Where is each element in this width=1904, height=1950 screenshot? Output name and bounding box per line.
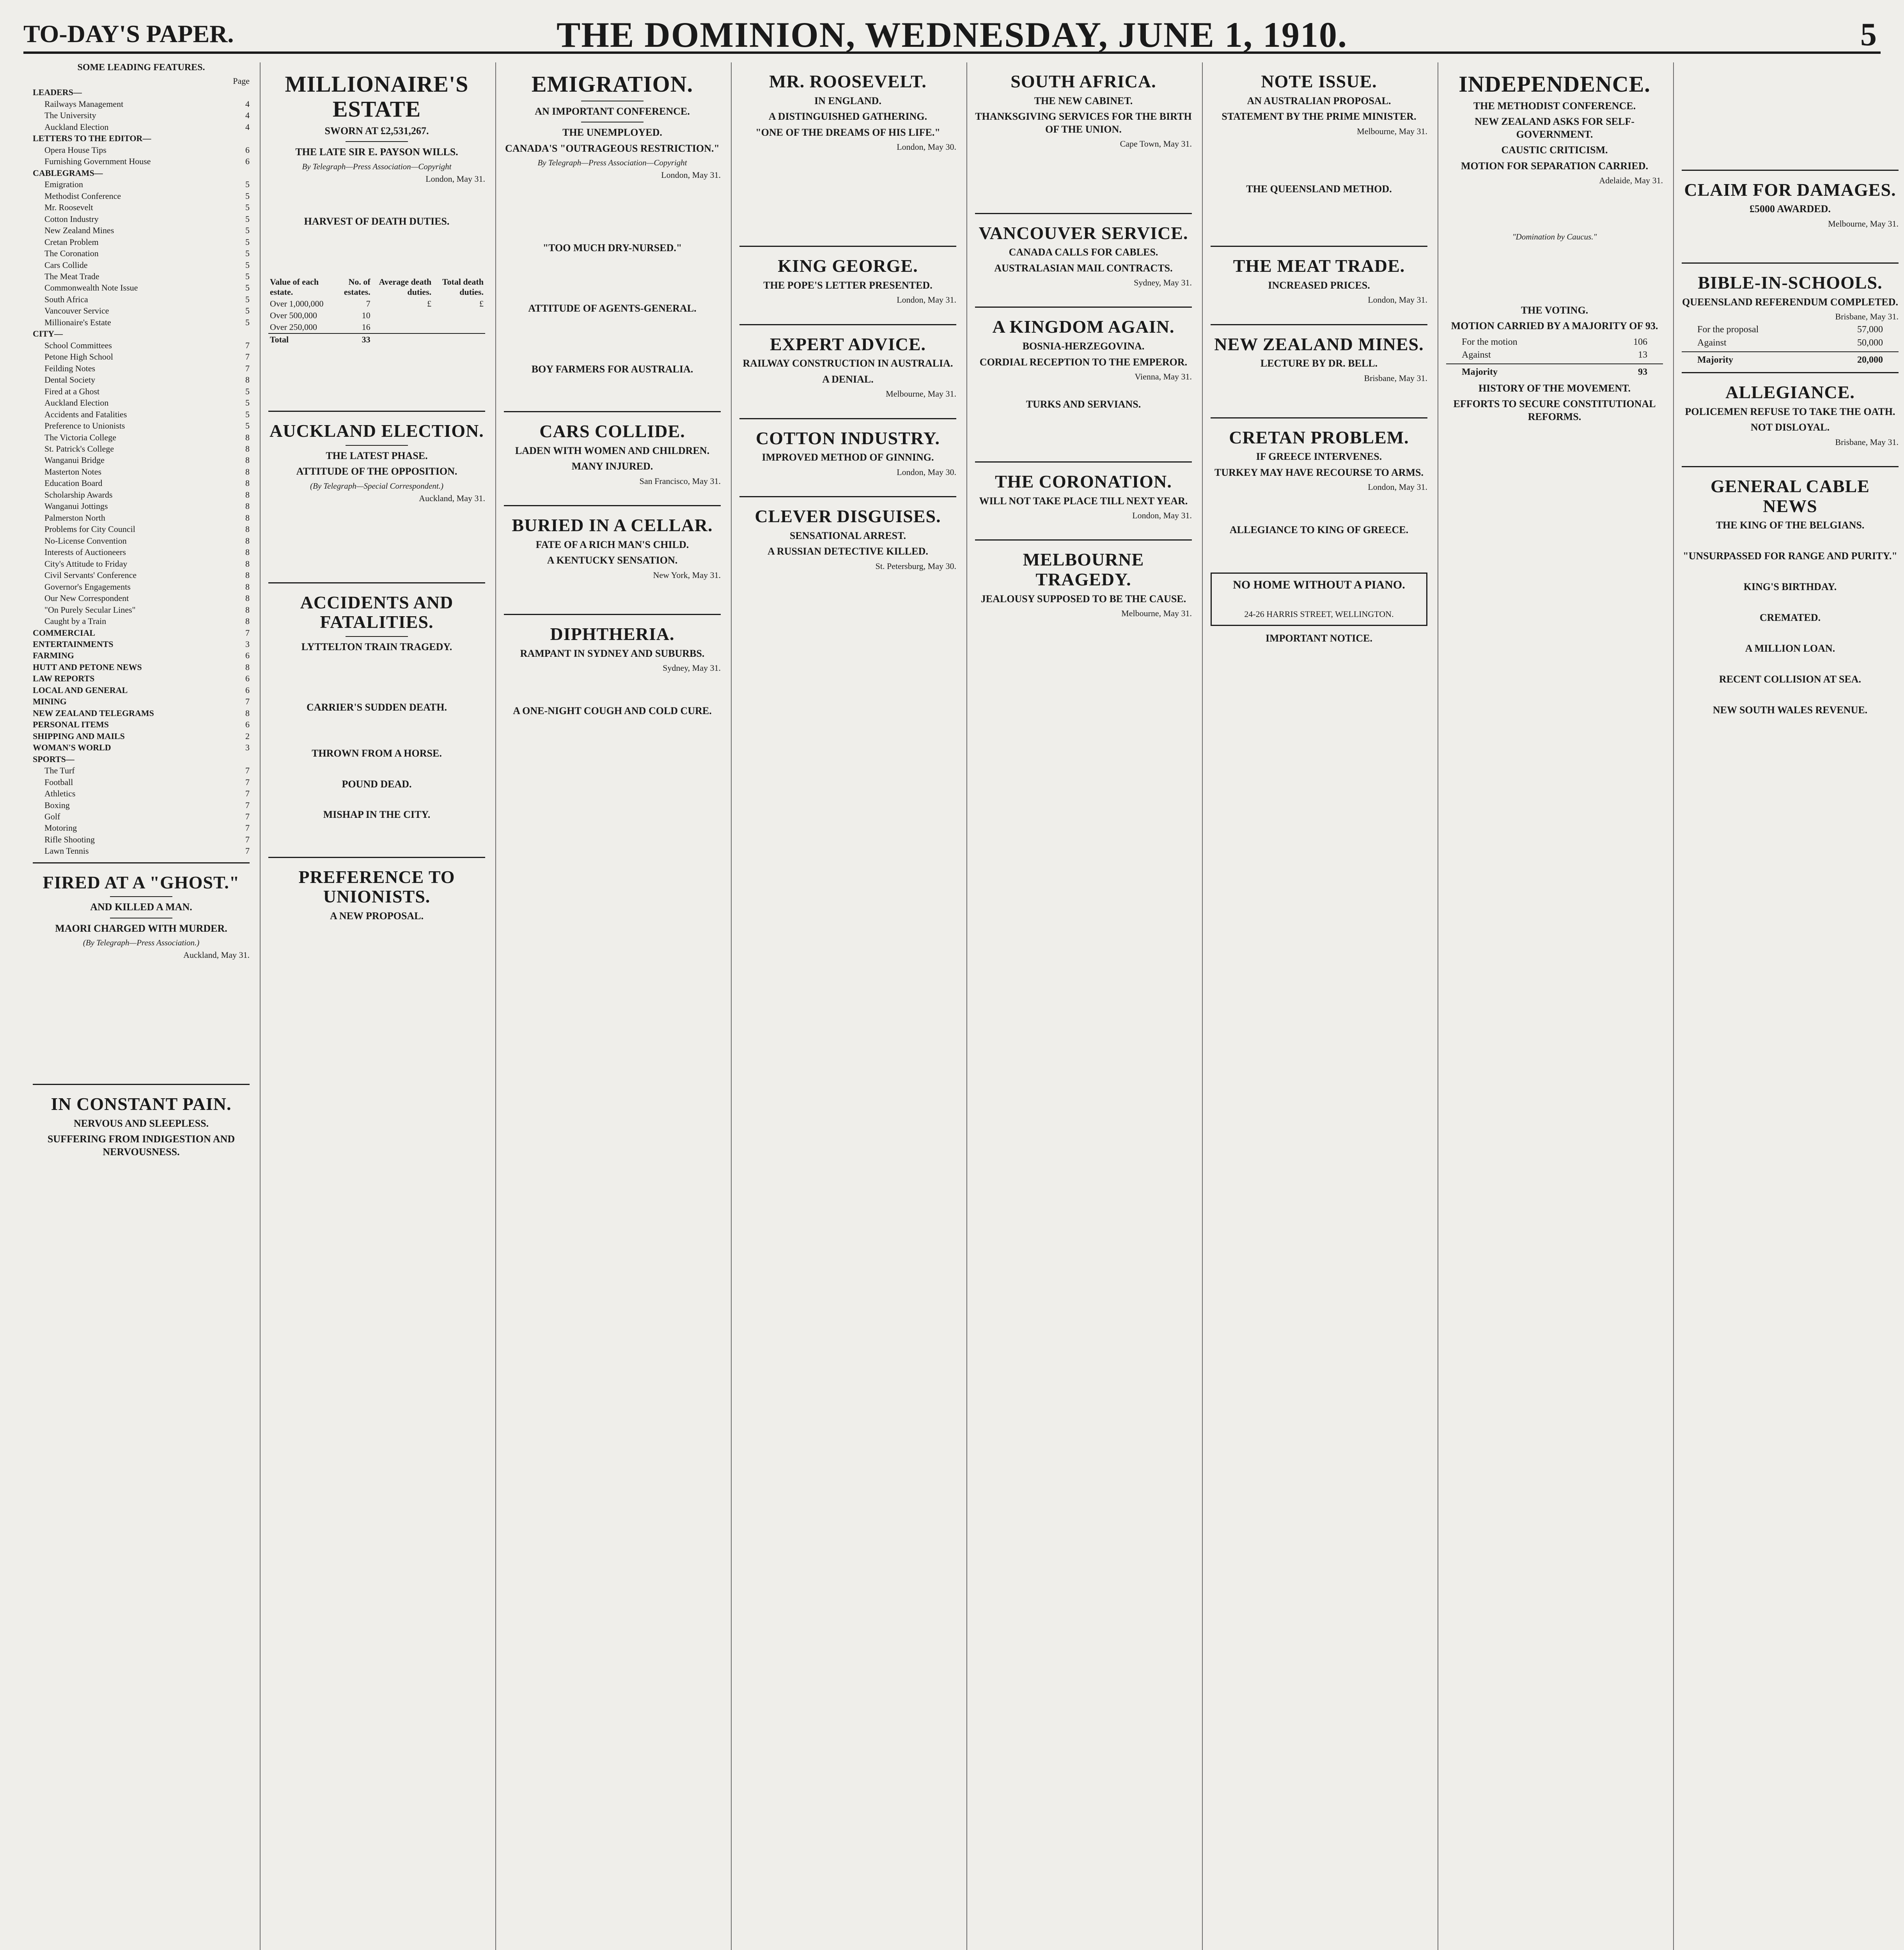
table-cell: 16 (362, 322, 371, 332)
column-8 (1676, 62, 1904, 1950)
index-item: Petone High School 7 (44, 352, 250, 362)
table-cell: Over 1,000,000 (270, 298, 324, 308)
subhead: THE LATE SIR E. PAYSON WILLS. (295, 146, 458, 158)
column-1 (27, 62, 255, 1950)
divider (1682, 372, 1899, 373)
byline: (By Telegraph—Special Correspondent.) (310, 481, 443, 491)
subhead: THROWN FROM A HORSE. (312, 747, 442, 759)
index-section: COMMERCIAL 7 (33, 628, 250, 638)
table-cell (433, 333, 485, 346)
index-item: The Turf 7 (44, 766, 250, 776)
table-cell: Over 500,000 (270, 310, 317, 320)
index-item: Auckland Election 4 (44, 122, 250, 132)
index-section: MINING 7 (33, 697, 250, 707)
subhead: "ONE OF THE DREAMS OF HIS LIFE." (755, 126, 940, 138)
subheading-caucus: "Domination by Caucus." (1512, 232, 1597, 242)
table-body (268, 298, 485, 346)
referendum-row-majority: Majority 20,000 (1682, 351, 1899, 367)
column-6 (1205, 62, 1433, 1950)
headline-melbourne: MELBOURNE TRAGEDY. (1023, 550, 1144, 590)
index-item: Education Board 8 (44, 478, 250, 488)
dateline: Melbourne, May 31. (1828, 218, 1899, 229)
table-header-cell: Average death duties. (379, 277, 432, 297)
index-item: "On Purely Secular Lines" 8 (44, 604, 250, 615)
headline-auckland: AUCKLAND ELECTION. (269, 421, 484, 441)
index-item: Problems for City Council 8 (44, 524, 250, 534)
dateline: Sydney, May 31. (663, 663, 721, 673)
subhead: NEW ZEALAND ASKS FOR SELF-GOVERNMENT. (1475, 116, 1635, 140)
headline-millionaire: MILLIONAIRE'S ESTATE (285, 71, 469, 122)
subhead: FATE OF A RICH MAN'S CHILD. (535, 539, 689, 550)
subhead: HISTORY OF THE MOVEMENT. (1478, 382, 1631, 394)
index-item: Scholarship Awards 8 (44, 489, 250, 500)
subhead: THE METHODIST CONFERENCE. (1473, 100, 1636, 112)
divider (975, 539, 1192, 541)
subhead: A RUSSIAN DETECTIVE KILLED. (768, 546, 928, 557)
dateline: Melbourne, May 31. (1121, 608, 1192, 619)
subhead: QUEENSLAND REFERENDUM COMPLETED. (1682, 296, 1898, 308)
subhead: THE UNEMPLOYED. (562, 127, 662, 138)
index-section: CABLEGRAMS— (33, 168, 103, 178)
index-item: Railways Management 4 (44, 99, 250, 109)
index-section: LETTERS TO THE EDITOR— (33, 133, 151, 144)
headline-expert: EXPERT ADVICE. (769, 334, 926, 354)
death-duties-table (268, 276, 485, 346)
subhead: THANKSGIVING SERVICES FOR THE BIRTH OF THE UNION. (975, 111, 1192, 135)
headline-mines: NEW ZEALAND MINES. (1214, 334, 1424, 354)
subhead: THE NEW CABINET. (1034, 95, 1133, 106)
table-row (268, 298, 485, 310)
column-rule (1202, 62, 1203, 1950)
dateline: Melbourne, May 31. (1357, 126, 1427, 136)
table-cell (372, 310, 433, 321)
index-item: Interests of Auctioneers 8 (44, 547, 250, 557)
headline-diphtheria: DIPHTHERIA. (550, 624, 675, 644)
headline-emigration: EMIGRATION. (531, 71, 693, 97)
index-item: The Coronation 5 (44, 248, 250, 259)
index-item: Boxing 7 (44, 800, 250, 810)
dateline: Auckland, May 31. (183, 950, 250, 960)
index-item: Accidents and Fatalities 5 (44, 409, 250, 419)
headline-accidents: ACCIDENTS AND FATALITIES. (300, 592, 454, 632)
table-header-cell: No. of estates. (344, 277, 371, 297)
subhead: AN AUSTRALIAN PROPOSAL. (1247, 95, 1391, 106)
dateline: London, May 31. (1132, 511, 1192, 521)
index-item: Football 7 (44, 777, 250, 787)
index-section: PERSONAL ITEMS 6 (33, 720, 250, 730)
column-rule (1673, 62, 1674, 1950)
index-section: LOCAL AND GENERAL 6 (33, 685, 250, 695)
index-page-label: Page (233, 76, 250, 86)
header-left-label: TO-DAY'S PAPER. (23, 20, 234, 48)
subhead: ATTITUDE OF THE OPPOSITION. (296, 466, 457, 477)
dateline: Melbourne, May 31. (886, 389, 956, 399)
subhead: KING'S BIRTHDAY. (1743, 581, 1837, 593)
piano-advertisement (1211, 573, 1427, 626)
subhead: HARVEST OF DEATH DUTIES. (304, 216, 450, 227)
divider (739, 324, 956, 325)
divider (504, 505, 721, 506)
referendum-row-for: For the proposal 57,000 (1697, 324, 1883, 335)
subhead: £5000 AWARDED. (1749, 203, 1831, 215)
subhead: AN IMPORTANT CONFERENCE. (535, 105, 690, 117)
column-3 (498, 62, 726, 1950)
headline-kingdom: A KINGDOM AGAIN. (992, 317, 1175, 337)
subhead: MISHAP IN THE CITY. (323, 809, 431, 821)
index-item: Cretan Problem 5 (44, 237, 250, 247)
table-cell: 10 (362, 310, 371, 320)
subhead: "TOO MUCH DRY-NURSED." (542, 242, 682, 254)
dateline: London, May 30. (897, 142, 956, 152)
divider (268, 857, 485, 858)
subhead: "UNSURPASSED FOR RANGE AND PURITY." (1683, 550, 1897, 562)
table-cell: Total (268, 333, 328, 346)
headline-cellar: BURIED IN A CELLAR. (512, 515, 713, 535)
index-item: Emigration 5 (44, 179, 250, 190)
subhead: STATEMENT BY THE PRIME MINISTER. (1221, 111, 1416, 122)
index-item: Vancouver Service 5 (44, 306, 250, 316)
table-header-cell: Total death duties. (442, 277, 484, 297)
index-item: Mr. Roosevelt 5 (44, 202, 250, 213)
index-item: Preference to Unionists 5 (44, 421, 250, 431)
subhead: THE POPE'S LETTER PRESENTED. (763, 279, 932, 291)
index-section: LAW REPORTS 6 (33, 674, 250, 684)
dateline: New York, May 31. (653, 570, 721, 580)
subhead: SWORN AT £2,531,267. (324, 125, 429, 136)
divider (739, 496, 956, 497)
headline-unionists: PREFERENCE TO UNIONISTS. (298, 867, 455, 907)
index-item: Millionaire's Estate 5 (44, 317, 250, 327)
table-row (268, 310, 485, 321)
subhead: CAUSTIC CRITICISM. (1501, 144, 1608, 156)
index-item: Masterton Notes 8 (44, 466, 250, 477)
divider (1682, 466, 1899, 467)
index-item: Commonwealth Note Issue 5 (44, 283, 250, 293)
subhead: LECTURE BY DR. BELL. (1260, 358, 1378, 369)
subhead: JEALOUSY SUPPOSED TO BE THE CAUSE. (980, 593, 1186, 604)
index-section: FARMING 6 (33, 651, 250, 661)
subhead: IF GREECE INTERVENES. (1256, 451, 1382, 463)
referendum-row-against: Against 50,000 (1697, 338, 1883, 348)
index-item: Opera House Tips 6 (44, 145, 250, 155)
index-item: Cotton Industry 5 (44, 214, 250, 224)
page-number: 5 (1860, 16, 1877, 53)
subhead: RECENT COLLISION AT SEA. (1719, 673, 1861, 685)
index-item: School Committees 7 (44, 340, 250, 350)
subhead: EFFORTS TO SECURE CONSTITUTIONAL REFORMS. (1453, 398, 1656, 422)
subhead: MANY INJURED. (571, 461, 653, 472)
subhead: AND KILLED A MAN. (90, 901, 192, 913)
ad-address: 24-26 HARRIS STREET, WELLINGTON. (1244, 609, 1394, 619)
subhead: NEW SOUTH WALES REVENUE. (1713, 704, 1868, 716)
index-item: Athletics 7 (44, 789, 250, 799)
index-item: Lawn Tennis 7 (44, 846, 250, 856)
headline-cretan: CRETAN PROBLEM. (1229, 427, 1409, 447)
table-cell: 33 (328, 333, 372, 346)
subhead: CARRIER'S SUDDEN DEATH. (307, 702, 447, 713)
headline-meat: THE MEAT TRADE. (1233, 256, 1405, 276)
subhead: TURKEY MAY HAVE RECOURSE TO ARMS. (1214, 466, 1424, 478)
headline-independence: INDEPENDENCE. (1459, 71, 1650, 97)
dateline: Sydney, May 31. (1134, 278, 1192, 288)
vote-row-against: Against 13 (1462, 350, 1647, 360)
subhead: TURKS AND SERVIANS. (1026, 399, 1141, 410)
vote-row-for: For the motion 106 (1462, 337, 1647, 347)
headline-cable-news: GENERAL CABLE NEWS (1711, 476, 1870, 516)
index-item: Golf 7 (44, 812, 250, 821)
index-item: South Africa 5 (44, 294, 250, 304)
subhead: THE VOTING. (1521, 304, 1588, 316)
headline-roosevelt: MR. ROOSEVELT. (769, 71, 927, 91)
divider (739, 418, 956, 419)
subhead: THE KING OF THE BELGIANS. (1716, 519, 1865, 531)
ad-title: NO HOME WITHOUT A PIANO. (1233, 578, 1405, 592)
subhead: THE QUEENSLAND METHOD. (1246, 183, 1392, 195)
index-section: SPORTS— (33, 754, 74, 764)
index-item: Wanganui Jottings 8 (44, 501, 250, 511)
dateline: London, May 31. (1368, 295, 1427, 305)
subhead: SENSATIONAL ARREST. (789, 530, 906, 541)
table-cell (433, 321, 485, 333)
page-header (23, 11, 1881, 54)
index-section: LEADERS— (33, 87, 82, 98)
headline-south-africa: SOUTH AFRICA. (1011, 71, 1156, 91)
index-section: SHIPPING AND MAILS 2 (33, 731, 250, 741)
index-item: The University 4 (44, 110, 250, 121)
table-cell (372, 333, 433, 346)
column-7 (1441, 62, 1668, 1950)
dateline: London, May 31. (425, 174, 485, 184)
index-item: Rifle Shooting 7 (44, 834, 250, 844)
index-section: ENTERTAINMENTS 3 (33, 639, 250, 649)
divider (268, 411, 485, 412)
table-cell: Over 250,000 (270, 322, 317, 332)
subhead: ATTITUDE OF AGENTS-GENERAL. (528, 303, 697, 314)
subhead: NERVOUS AND SLEEPLESS. (73, 1117, 209, 1129)
index-section: CITY— (33, 329, 63, 339)
subhead: LADEN WITH WOMEN AND CHILDREN. (515, 445, 710, 456)
headline-king: KING GEORGE. (778, 256, 918, 276)
dateline: San Francisco, May 31. (639, 476, 721, 486)
index-item: New Zealand Mines 5 (44, 225, 250, 236)
dateline: London, May 31. (661, 170, 721, 180)
table-cell (372, 321, 433, 333)
headline-cotton: COTTON INDUSTRY. (756, 428, 940, 448)
divider (268, 582, 485, 583)
table-cell (433, 310, 485, 321)
column-rule (495, 62, 496, 1950)
subhead: IMPROVED METHOD OF GINNING. (762, 452, 934, 463)
index-item: Wanganui Bridge 8 (44, 455, 250, 465)
divider (504, 411, 721, 412)
column-rule (966, 62, 967, 1950)
index-section: HUTT AND PETONE NEWS 8 (33, 662, 250, 672)
vote-row-majority: Majority 93 (1446, 363, 1663, 379)
subhead: SUFFERING FROM INDIGESTION AND NERVOUSNESS. (47, 1133, 235, 1158)
subhead: ALLEGIANCE TO KING OF GREECE. (1229, 524, 1409, 535)
index-item: Cars Collide 5 (44, 260, 250, 270)
subhead: INCREASED PRICES. (1268, 279, 1370, 291)
subhead: CANADA'S "OUTRAGEOUS RESTRICTION." (505, 142, 720, 154)
table-cell: £ (479, 298, 484, 308)
notice-heading: IMPORTANT NOTICE. (1265, 633, 1373, 644)
divider (1211, 417, 1427, 418)
subhead: A KENTUCKY SENSATION. (547, 555, 678, 566)
headline-bible: BIBLE-IN-SCHOOLS. (1698, 273, 1883, 293)
dateline: Adelaide, May 31. (1599, 176, 1663, 186)
dateline: London, May 30. (897, 467, 956, 477)
subhead: CORDIAL RECEPTION TO THE EMPEROR. (979, 356, 1188, 368)
headline-damages: CLAIM FOR DAMAGES. (1684, 179, 1896, 200)
index-item: Our New Correspondent 8 (44, 593, 250, 603)
dateline: London, May 31. (897, 295, 956, 305)
headline-note-issue: NOTE ISSUE. (1261, 71, 1377, 91)
subhead: CREMATED. (1759, 612, 1821, 623)
divider (1682, 262, 1899, 264)
index-item: Methodist Conference 5 (44, 191, 250, 201)
divider (739, 246, 956, 247)
column-2 (263, 62, 491, 1950)
subhead: A NEW PROPOSAL. (330, 910, 424, 922)
subhead: RAILWAY CONSTRUCTION IN AUSTRALIA. (743, 358, 953, 369)
index-item: Motoring 7 (44, 823, 250, 833)
dateline: Auckland, May 31. (419, 493, 485, 503)
article-body (33, 962, 250, 1078)
byline: (By Telegraph—Press Association.) (83, 938, 200, 948)
divider (33, 1084, 250, 1085)
index-section: WOMAN'S WORLD 3 (33, 743, 250, 753)
index-item: No-License Convention 8 (44, 535, 250, 546)
subhead: CANADA CALLS FOR CABLES. (1009, 246, 1158, 258)
subhead: NOT DISLOYAL. (1750, 422, 1830, 433)
divider (975, 213, 1192, 214)
index-item: Dental Society 8 (44, 375, 250, 385)
column-rule (731, 62, 732, 1950)
divider (975, 307, 1192, 308)
index-item: Fired at a Ghost 5 (44, 386, 250, 396)
table-cell: £ (427, 298, 432, 308)
divider (33, 862, 250, 863)
index-list (33, 87, 250, 856)
column-5 (970, 62, 1197, 1950)
divider (1682, 170, 1899, 171)
byline: By Telegraph—Press Association—Copyright (537, 158, 687, 168)
dateline: Brisbane, May 31. (1835, 312, 1899, 322)
index-item: Furnishing Government House 6 (44, 156, 250, 167)
subhead: POLICEMEN REFUSE TO TAKE THE OATH. (1685, 406, 1895, 417)
index-item: Caught by a Train 8 (44, 616, 250, 626)
headline-cars: CARS COLLIDE. (539, 421, 685, 441)
subhead: IN ENGLAND. (814, 95, 881, 106)
headline-ghost: FIRED AT A "GHOST." (43, 872, 240, 892)
index-page-label-row (33, 75, 250, 87)
index-item: The Victoria College 8 (44, 432, 250, 442)
table-row (268, 333, 485, 346)
subhead: A DISTINGUISHED GATHERING. (768, 111, 927, 122)
subhead: A ONE-NIGHT COUGH AND COLD CURE. (513, 705, 712, 717)
table-row (268, 321, 485, 333)
index-item: Feilding Notes 7 (44, 363, 250, 373)
byline: By Telegraph—Press Association—Copyright (302, 161, 452, 171)
headline-constant-pain: IN CONSTANT PAIN. (51, 1094, 232, 1114)
index-item: Palmerston North 8 (44, 512, 250, 523)
subhead: MOTION CARRIED BY A MAJORITY OF 93. (1451, 320, 1658, 332)
column-rule (260, 62, 261, 1950)
subhead: BOSNIA-HERZEGOVINA. (1022, 340, 1145, 352)
dateline: Brisbane, May 31. (1835, 437, 1899, 447)
subhead: POUND DEAD. (342, 778, 412, 790)
subhead: BOY FARMERS FOR AUSTRALIA. (531, 363, 693, 375)
dateline: Brisbane, May 31. (1364, 373, 1427, 383)
table-header-cell: Value of each estate. (270, 277, 319, 297)
subhead: LYTTELTON TRAIN TRAGEDY. (301, 641, 452, 652)
index-item: St. Patrick's College 8 (44, 444, 250, 454)
index-item: City's Attitude to Friday 8 (44, 558, 250, 569)
divider (1211, 324, 1427, 325)
masthead-title: THE DOMINION, WEDNESDAY, JUNE 1, 1910. (557, 15, 1347, 55)
headline-vancouver: VANCOUVER SERVICE. (979, 223, 1188, 243)
dateline: Vienna, May 31. (1135, 372, 1192, 382)
dateline: St. Petersburg, May 30. (875, 561, 956, 571)
index-item: Auckland Election 5 (44, 398, 250, 408)
table-header-row (268, 276, 485, 298)
dateline: London, May 31. (1368, 482, 1427, 492)
index-item: Civil Servants' Conference 8 (44, 570, 250, 580)
subhead: AUSTRALASIAN MAIL CONTRACTS. (994, 262, 1173, 274)
headline-allegiance: ALLEGIANCE. (1725, 382, 1855, 402)
divider (975, 461, 1192, 463)
subhead: A MILLION LOAN. (1745, 642, 1835, 654)
dateline: Cape Town, May 31. (1120, 139, 1192, 149)
divider (1211, 246, 1427, 247)
column-4 (734, 62, 962, 1950)
subhead: MOTION FOR SEPARATION CARRIED. (1461, 160, 1649, 172)
subhead: THE LATEST PHASE. (326, 450, 428, 461)
headline-coronation: THE CORONATION. (995, 472, 1172, 492)
index-item: The Meat Trade 5 (44, 271, 250, 281)
divider (504, 614, 721, 615)
index-item: Governor's Engagements 8 (44, 581, 250, 592)
index-subtitle: SOME LEADING FEATURES. (77, 62, 205, 73)
subhead: MAORI CHARGED WITH MURDER. (55, 922, 227, 934)
headline-disguises: CLEVER DISGUISES. (755, 506, 941, 526)
index-section: NEW ZEALAND TELEGRAMS 8 (33, 708, 250, 718)
table-cell: 7 (366, 298, 371, 308)
subhead: A DENIAL. (822, 373, 874, 385)
subhead: WILL NOT TAKE PLACE TILL NEXT YEAR. (979, 495, 1188, 507)
subhead: RAMPANT IN SYDNEY AND SUBURBS. (520, 647, 705, 659)
